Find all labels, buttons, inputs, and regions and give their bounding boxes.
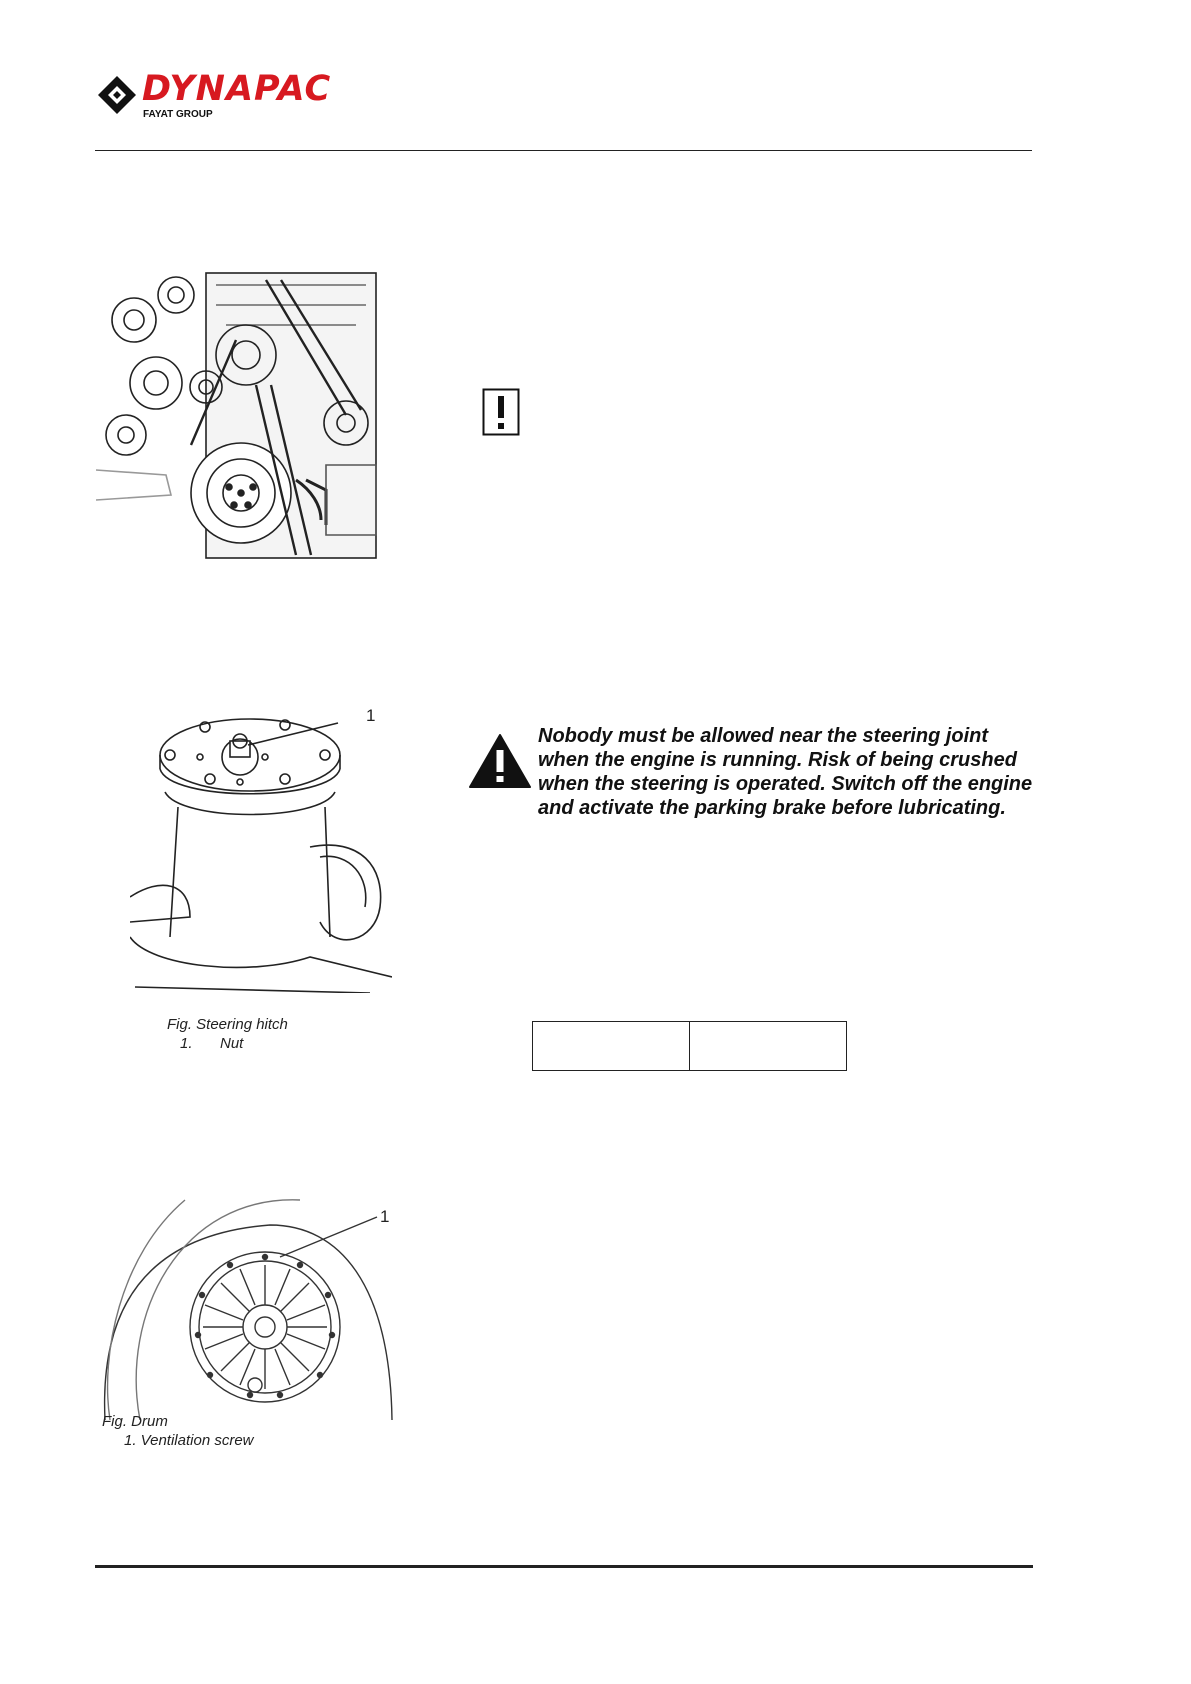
- engine-belt-figure: [96, 265, 388, 567]
- brand-name: DYNAPAC: [142, 69, 332, 109]
- steering-figure-item-number: 1.: [180, 1035, 193, 1052]
- header-rule: [95, 150, 1032, 151]
- drum-callout-number: 1: [380, 1207, 390, 1226]
- warning-text: Nobody must be allowed near the steering joint when the engine is running. Risk of being crushed when the steering is operated. Switch off the engine and activate the parking brake before lubricating.: [538, 725, 1033, 819]
- drum-figure: [100, 1195, 400, 1420]
- drum-figure-caption: Fig. Drum: [102, 1413, 168, 1430]
- warning-triangle-icon: [468, 733, 532, 789]
- brand-group: FAYAT GROUP: [143, 109, 213, 120]
- logo-diamond-icon: [96, 74, 138, 116]
- table-cell: [690, 1022, 847, 1071]
- steering-figure-item-label: Nut: [220, 1035, 244, 1052]
- spec-table: [532, 1021, 847, 1071]
- exclamation-box-icon: [482, 388, 520, 436]
- footer-rule: [95, 1565, 1033, 1568]
- steering-callout-number: 1: [366, 706, 376, 725]
- table-row: [533, 1022, 847, 1071]
- steering-hitch-figure: [130, 707, 392, 993]
- drum-figure-item: 1. Ventilation screw: [124, 1432, 254, 1449]
- table-cell: [533, 1022, 690, 1071]
- steering-figure-caption: Fig. Steering hitch: [167, 1016, 288, 1033]
